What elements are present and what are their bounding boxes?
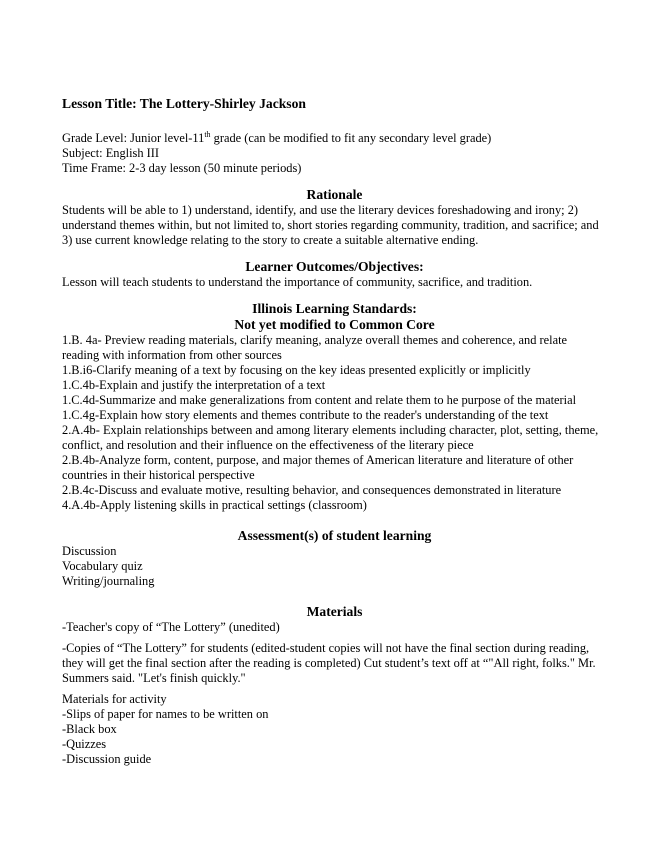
- lesson-title: Lesson Title: The Lottery-Shirley Jackson: [62, 96, 306, 111]
- standard-item: 2.B.4b-Analyze form, content, purpose, and major themes of American literature and literature of other countries in their historical perspective: [62, 453, 574, 482]
- grade-level-prefix: Grade Level: Junior level-11: [62, 131, 205, 145]
- grade-level-sup: th: [204, 129, 211, 139]
- materials-activity-item: -Slips of paper for names to be written on: [62, 707, 269, 721]
- standards-heading: Illinois Learning Standards:: [252, 301, 417, 316]
- standard-item: 1.C.4d-Summarize and make generalizations from content and relate them to he purpose of the material: [62, 393, 577, 407]
- assessment-item: Writing/journaling: [62, 574, 155, 588]
- assessment-item: Discussion: [62, 544, 117, 558]
- standards-subheading: Not yet modified to Common Core: [234, 317, 435, 332]
- materials-heading: Materials: [306, 604, 363, 619]
- grade-level-suffix: grade (can be modified to fit any secondary level grade): [210, 131, 492, 145]
- time-frame: Time Frame: 2-3 day lesson (50 minute periods): [62, 161, 302, 175]
- standard-item: 1.B. 4a- Preview reading materials, clarify meaning, analyze overall themes and coherence, and relate reading with information from other sources: [62, 333, 568, 362]
- subject: Subject: English III: [62, 146, 160, 160]
- document-page: [62, 96, 607, 767]
- rationale-heading: Rationale: [306, 187, 363, 202]
- outcomes-text: Lesson will teach students to understand the importance of community, sacrifice, and tradition.: [62, 275, 533, 289]
- standard-item: 1.B.i6-Clarify meaning of a text by focusing on the key ideas presented explicitly or implicitly: [62, 363, 531, 377]
- materials-teacher-copy: -Teacher's copy of “The Lottery” (unedited): [62, 620, 280, 634]
- outcomes-heading: Learner Outcomes/Objectives:: [245, 259, 424, 274]
- materials-activity-label: Materials for activity: [62, 692, 167, 706]
- standard-item: 2.B.4c-Discuss and evaluate motive, resulting behavior, and consequences demonstrated in literature: [62, 483, 562, 497]
- assessment-item: Vocabulary quiz: [62, 559, 143, 573]
- standard-item: 1.C.4b-Explain and justify the interpretation of a text: [62, 378, 326, 392]
- materials-activity-item: -Discussion guide: [62, 752, 152, 766]
- materials-student-copies: -Copies of “The Lottery” for students (edited-student copies will not have the final section during reading, they will get the final section after the reading is completed) Cut student’s text off at “"All right, folks." Mr. Summers said. "Let's finish quickly.": [62, 641, 596, 685]
- standard-item: 1.C.4g-Explain how story elements and themes contribute to the reader's understanding of the text: [62, 408, 549, 422]
- standard-item: 2.A.4b- Explain relationships between and among literary elements including character, plot, setting, theme, conflict, and resolution and their influence on the effectiveness of the literary piece: [62, 423, 599, 452]
- assessment-heading: Assessment(s) of student learning: [237, 528, 432, 543]
- rationale-text: Students will be able to 1) understand, identify, and use the literary devices foreshadowing and irony; 2) understand themes within, but not limited to, short stories regarding community, tradition, and sacrifice; and 3) use current knowledge relating to the story to create a suitable alternative ending.: [62, 203, 599, 247]
- standard-item: 4.A.4b-Apply listening skills in practical settings (classroom): [62, 498, 367, 512]
- materials-activity-item: -Quizzes: [62, 737, 107, 751]
- grade-level: [62, 131, 607, 146]
- materials-activity-item: -Black box: [62, 722, 117, 736]
